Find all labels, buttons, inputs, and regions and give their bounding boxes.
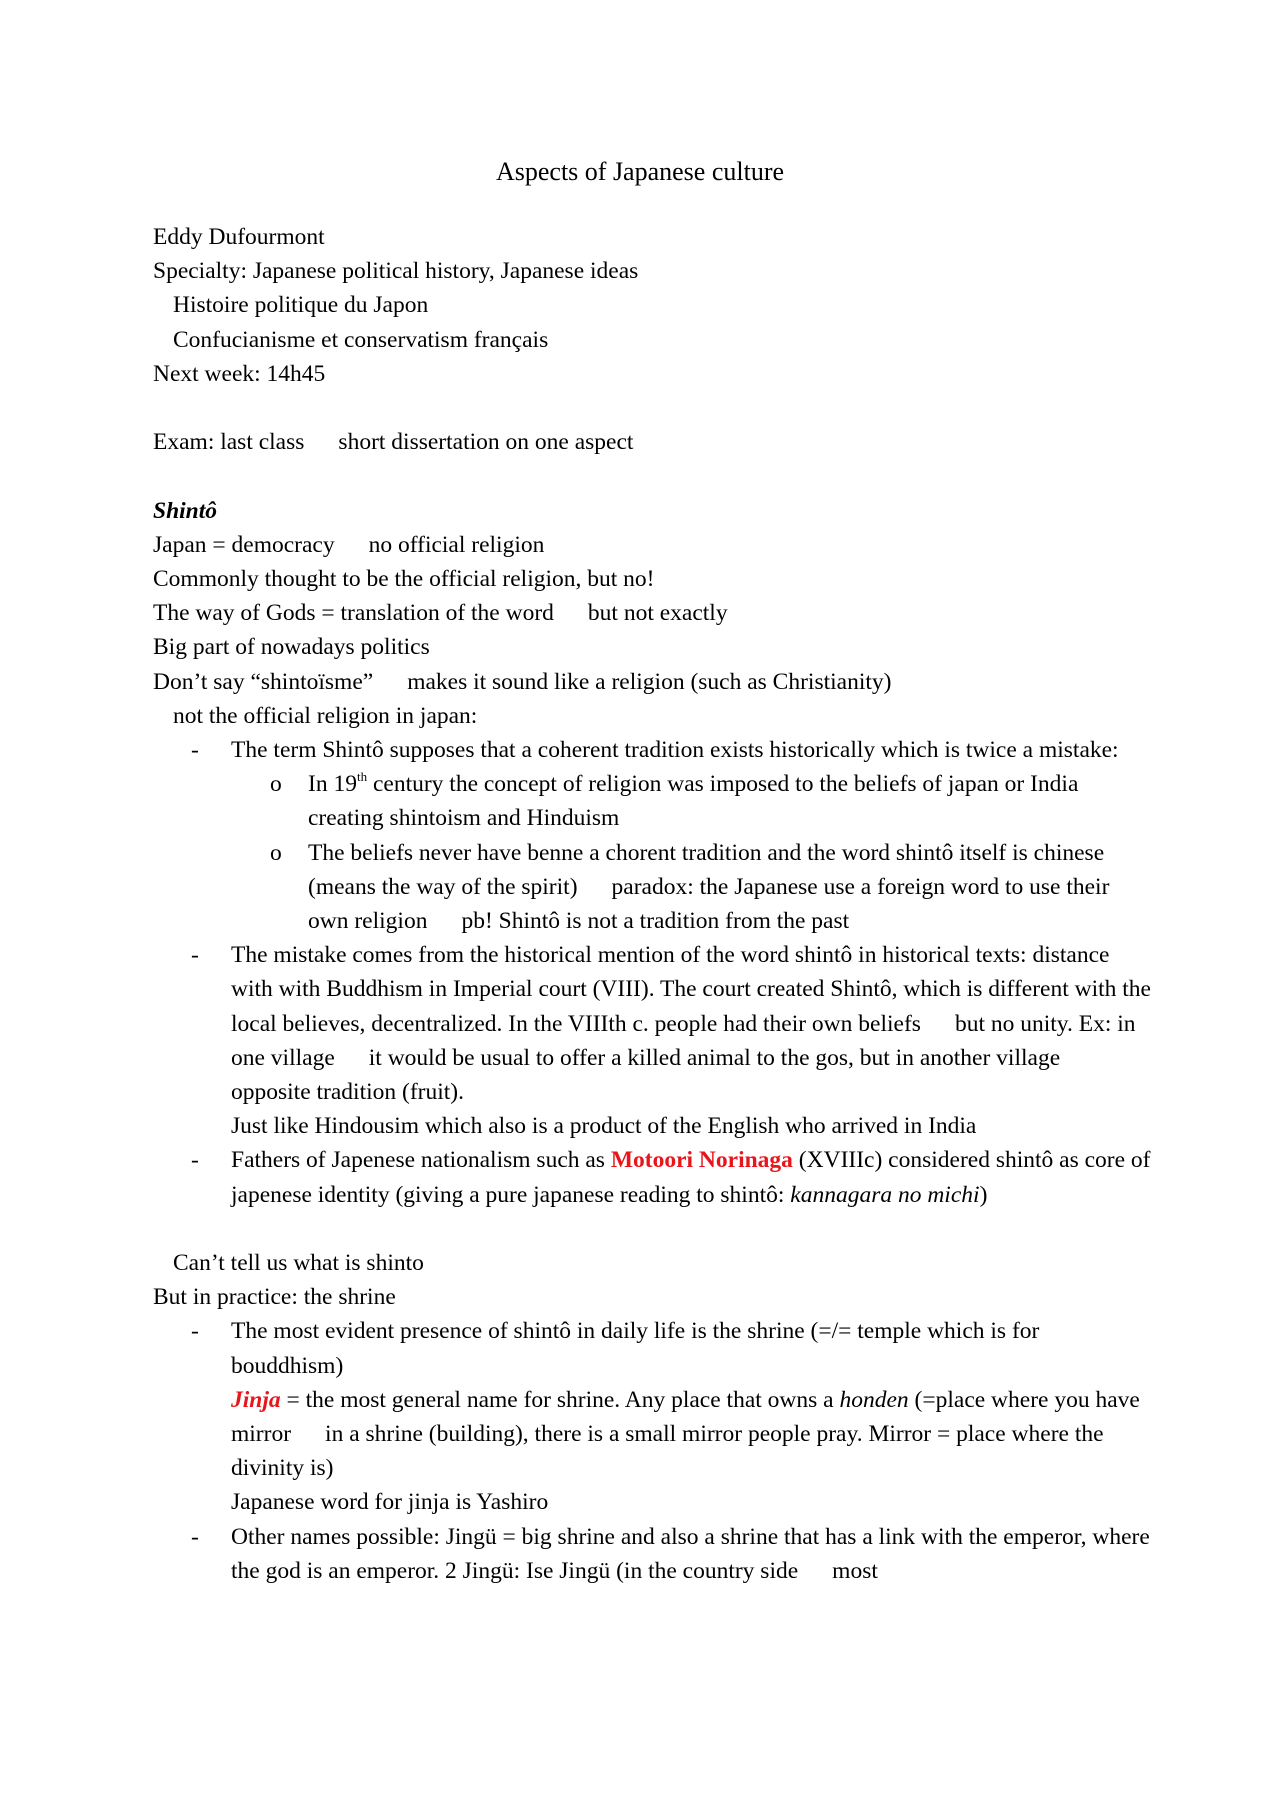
list-item-text: The mistake comes from the historical mention of the word shintô in historical texts: distance with with Buddhism in Imperial court (VIII). The court created Shintô, which is different with the local believes, decentralized. In the VIIIth c. people had their own beliefs [231,942,1151,1037]
note-line [153,596,1153,630]
dash-marker: - [191,942,199,969]
list-item-text: (XVIIIc) considered shintô as core of japenese identity (giving a pure japanese reading to shintô: [231,1147,1151,1208]
exam-line [153,425,1153,459]
highlighted-name: Motoori Norinaga [610,1147,793,1174]
exam-detail: short dissertation on one aspect [338,429,634,456]
circle-marker: o [270,839,282,866]
dash-marker: - [191,1523,199,1550]
list-item-text: paradox: the Japanese use a foreign word to use their own religion [308,873,1110,935]
list-item-text: most [832,1557,878,1584]
note-text: Japan = democracy [153,531,335,558]
note-text: Don’t say “shintoïsme” [153,668,374,695]
note-text: but not exactly [587,600,728,627]
list-item-text: ) [979,1181,988,1208]
list-item-text: Other names possible: Jingü = big shrine and also a shrine that has a link with the emperor, where the god is an emperor. 2 Jingü: Ise Jingü (in the country side [231,1523,1150,1584]
list-item-text: The term Shintô supposes that a coherent tradition exists historically which is twice a mistake: [231,737,1119,764]
list-item-text: but no unity. Ex: in one village [231,1010,1136,1071]
section-heading-shinto: Shintô [153,497,218,524]
list-item-text: pb! Shintô is not a tradition from the past [461,908,850,935]
note-line [153,665,1153,699]
sub-list-item [153,836,1153,939]
note-line: not the official religion in japan: [173,702,478,729]
circle-marker: o [270,771,282,798]
note-line: Can’t tell us what is shinto [173,1250,424,1277]
document-title: Aspects of Japanese culture [495,157,785,186]
list-item-text: In 19 [308,771,357,798]
note-text: makes it sound like a religion (such as Christianity) [407,668,892,695]
note-line [153,528,1153,562]
list-item-text: = the most general name for shrine. Any place that owns a [280,1386,840,1413]
list-item-text: opposite tradition (fruit). [231,1079,464,1106]
note-line: Big part of nowadays politics [153,634,430,661]
list-continuation [153,1383,1153,1486]
list-item [153,938,1153,1109]
list-item [153,733,1153,767]
spacer [153,391,1153,425]
sub-list-item [153,767,1153,835]
list-item [153,1520,1153,1588]
italic-term: honden [839,1386,909,1413]
document-body [153,220,1153,1588]
dash-marker: - [191,1318,199,1345]
italic-term: kannagara no michi [790,1181,980,1208]
note-text: no official religion [368,531,545,558]
list-item-text: in a shrine (building), there is a small mirror people pray. Mirror = place where the divinity is) [231,1421,1104,1482]
spacer [153,459,1153,493]
dash-marker: - [191,737,199,764]
list-continuation: Japanese word for jinja is Yashiro [231,1489,549,1516]
list-item-text: The most evident presence of shintô in daily life is the shrine (=/= temple which is for bouddhism) [231,1318,1040,1379]
work-line: Histoire politique du Japon [173,292,429,319]
list-item-text: The beliefs never have benne a chorent tradition and the word shintô itself is chinese (means the way of the spirit) [308,839,1105,900]
spacer [153,1212,1153,1246]
specialty-line: Specialty: Japanese political history, Japanese ideas [153,258,639,285]
highlighted-term: Jinja [231,1386,281,1413]
next-week-line: Next week: 14h45 [153,360,326,387]
list-continuation: Just like Hindousim which also is a product of the English who arrived in India [231,1113,977,1140]
author-line: Eddy Dufourmont [153,224,325,250]
list-item-text: century the concept of religion was imposed to the beliefs of japan or India creating shintoism and Hinduism [308,771,1079,832]
list-item [153,1143,1153,1211]
note-line: Commonly thought to be the official religion, but no! [153,566,655,592]
superscript: th [356,769,368,785]
note-line: But in practice: the shrine [153,1284,396,1311]
list-item [153,1314,1153,1382]
list-item-text: it would be usual to offer a killed animal to the gos, but in another village [368,1044,1061,1071]
dash-marker: - [191,1147,199,1174]
list-item-text: (=place where you have mirror [231,1386,1140,1448]
work-line: Confucianisme et conservatism français [173,326,549,353]
note-text: The way of Gods = translation of the word [153,600,554,627]
list-item-text: Fathers of Japenese nationalism such as [231,1147,611,1174]
exam-label: Exam: last class [153,429,305,456]
